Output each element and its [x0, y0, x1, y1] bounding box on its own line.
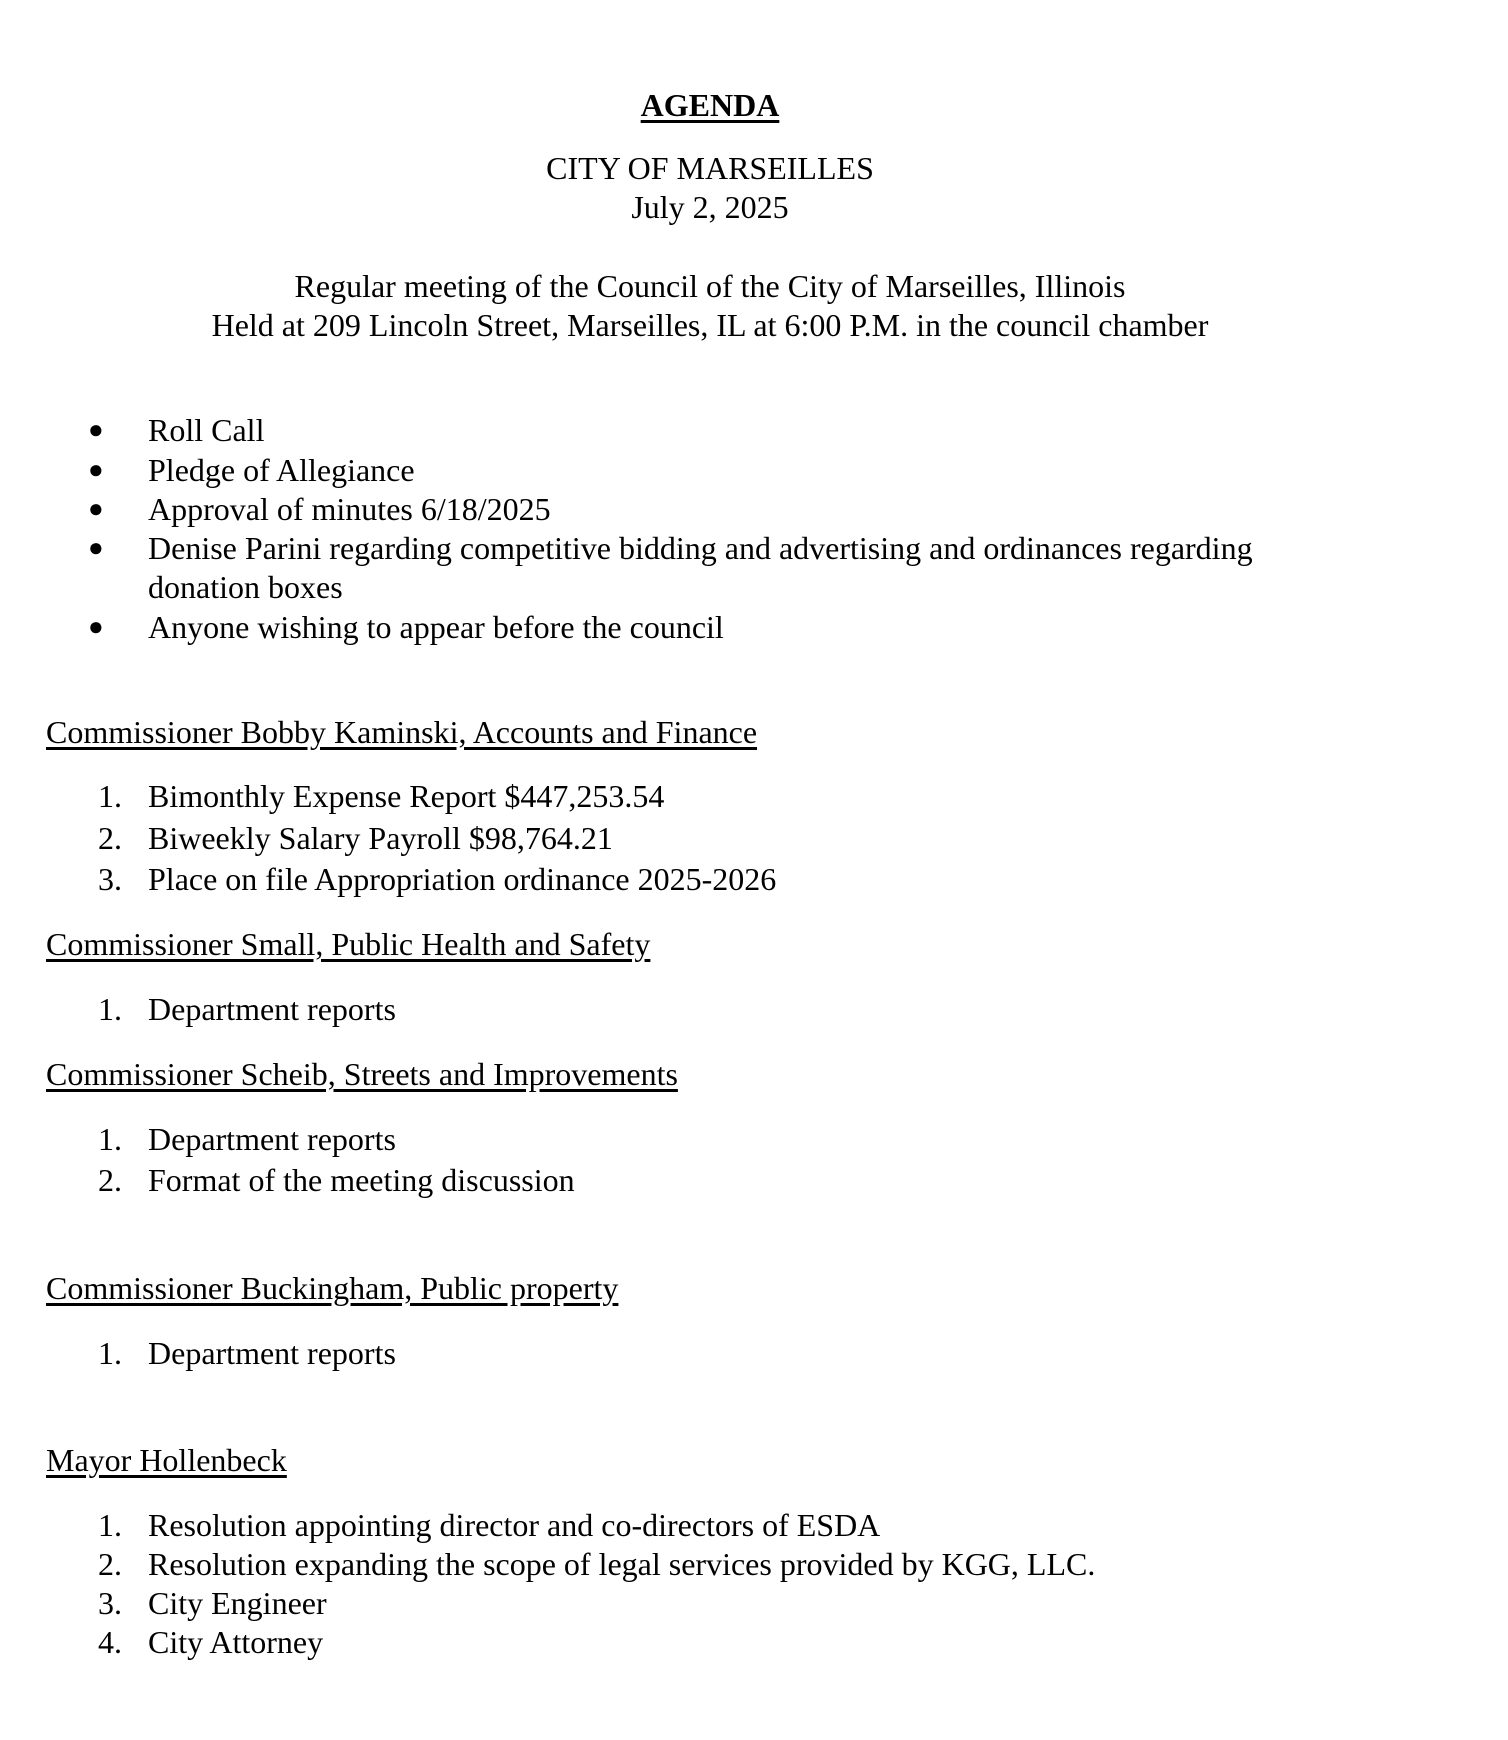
meeting-description: Regular meeting of the Council of the City of Marseilles, Illinois — [294, 268, 1126, 304]
bullet-icon: ● — [88, 533, 104, 562]
bullet-icon: ● — [88, 612, 104, 641]
section-heading-finance: Commissioner Bobby Kaminski, Accounts and Finance — [46, 714, 758, 750]
list-item-label: Pledge of Allegiance — [148, 452, 415, 488]
meeting-date: July 2, 2025 — [631, 189, 789, 225]
item-number: 2. — [98, 820, 122, 856]
item-number: 3. — [98, 1585, 122, 1621]
list-item-label: Approval of minutes 6/18/2025 — [148, 491, 551, 527]
item-number: 2. — [98, 1162, 122, 1198]
list-item-label: Biweekly Salary Payroll $98,764.21 — [148, 820, 613, 856]
list-item-label: Place on file Appropriation ordinance 2025-2026 — [148, 861, 777, 897]
item-number: 1. — [98, 1121, 122, 1157]
bullet-icon: ● — [88, 494, 104, 523]
item-number: 4. — [98, 1624, 122, 1660]
list-item-label: Denise Parini regarding competitive bidding and advertising and ordinances regarding — [148, 530, 1253, 566]
city-name: CITY OF MARSEILLES — [546, 150, 874, 186]
list-item-label: City Attorney — [148, 1624, 324, 1660]
item-number: 1. — [98, 991, 122, 1027]
list-item-label: Department reports — [148, 1121, 396, 1157]
list-item-label: Bimonthly Expense Report $447,253.54 — [148, 778, 665, 814]
bullet-icon: ● — [88, 415, 104, 444]
item-number: 1. — [98, 778, 122, 814]
section-heading-public-property: Commissioner Buckingham, Public property — [46, 1270, 619, 1306]
list-item-label: City Engineer — [148, 1585, 327, 1621]
bullet-icon: ● — [88, 455, 104, 484]
list-item-continuation: donation boxes — [148, 569, 343, 605]
list-item-label: Anyone wishing to appear before the council — [148, 609, 724, 645]
list-item-label: Roll Call — [148, 412, 265, 448]
meeting-location: Held at 209 Lincoln Street, Marseilles, IL at 6:00 P.M. in the council chamber — [211, 307, 1209, 343]
list-item-label: Resolution expanding the scope of legal services provided by KGG, LLC. — [148, 1546, 1096, 1582]
section-heading-mayor: Mayor Hollenbeck — [46, 1442, 287, 1478]
section-heading-health-safety: Commissioner Small, Public Health and Safety — [46, 926, 651, 962]
list-item-label: Format of the meeting discussion — [148, 1162, 575, 1198]
item-number: 2. — [98, 1546, 122, 1582]
list-item-label: Department reports — [148, 1335, 396, 1371]
item-number: 3. — [98, 861, 122, 897]
agenda-title: AGENDA — [640, 87, 780, 123]
list-item-label: Department reports — [148, 991, 396, 1027]
item-number: 1. — [98, 1335, 122, 1371]
section-heading-streets: Commissioner Scheib, Streets and Improvements — [46, 1056, 678, 1092]
item-number: 1. — [98, 1507, 122, 1543]
list-item-label: Resolution appointing director and co-directors of ESDA — [148, 1507, 881, 1543]
